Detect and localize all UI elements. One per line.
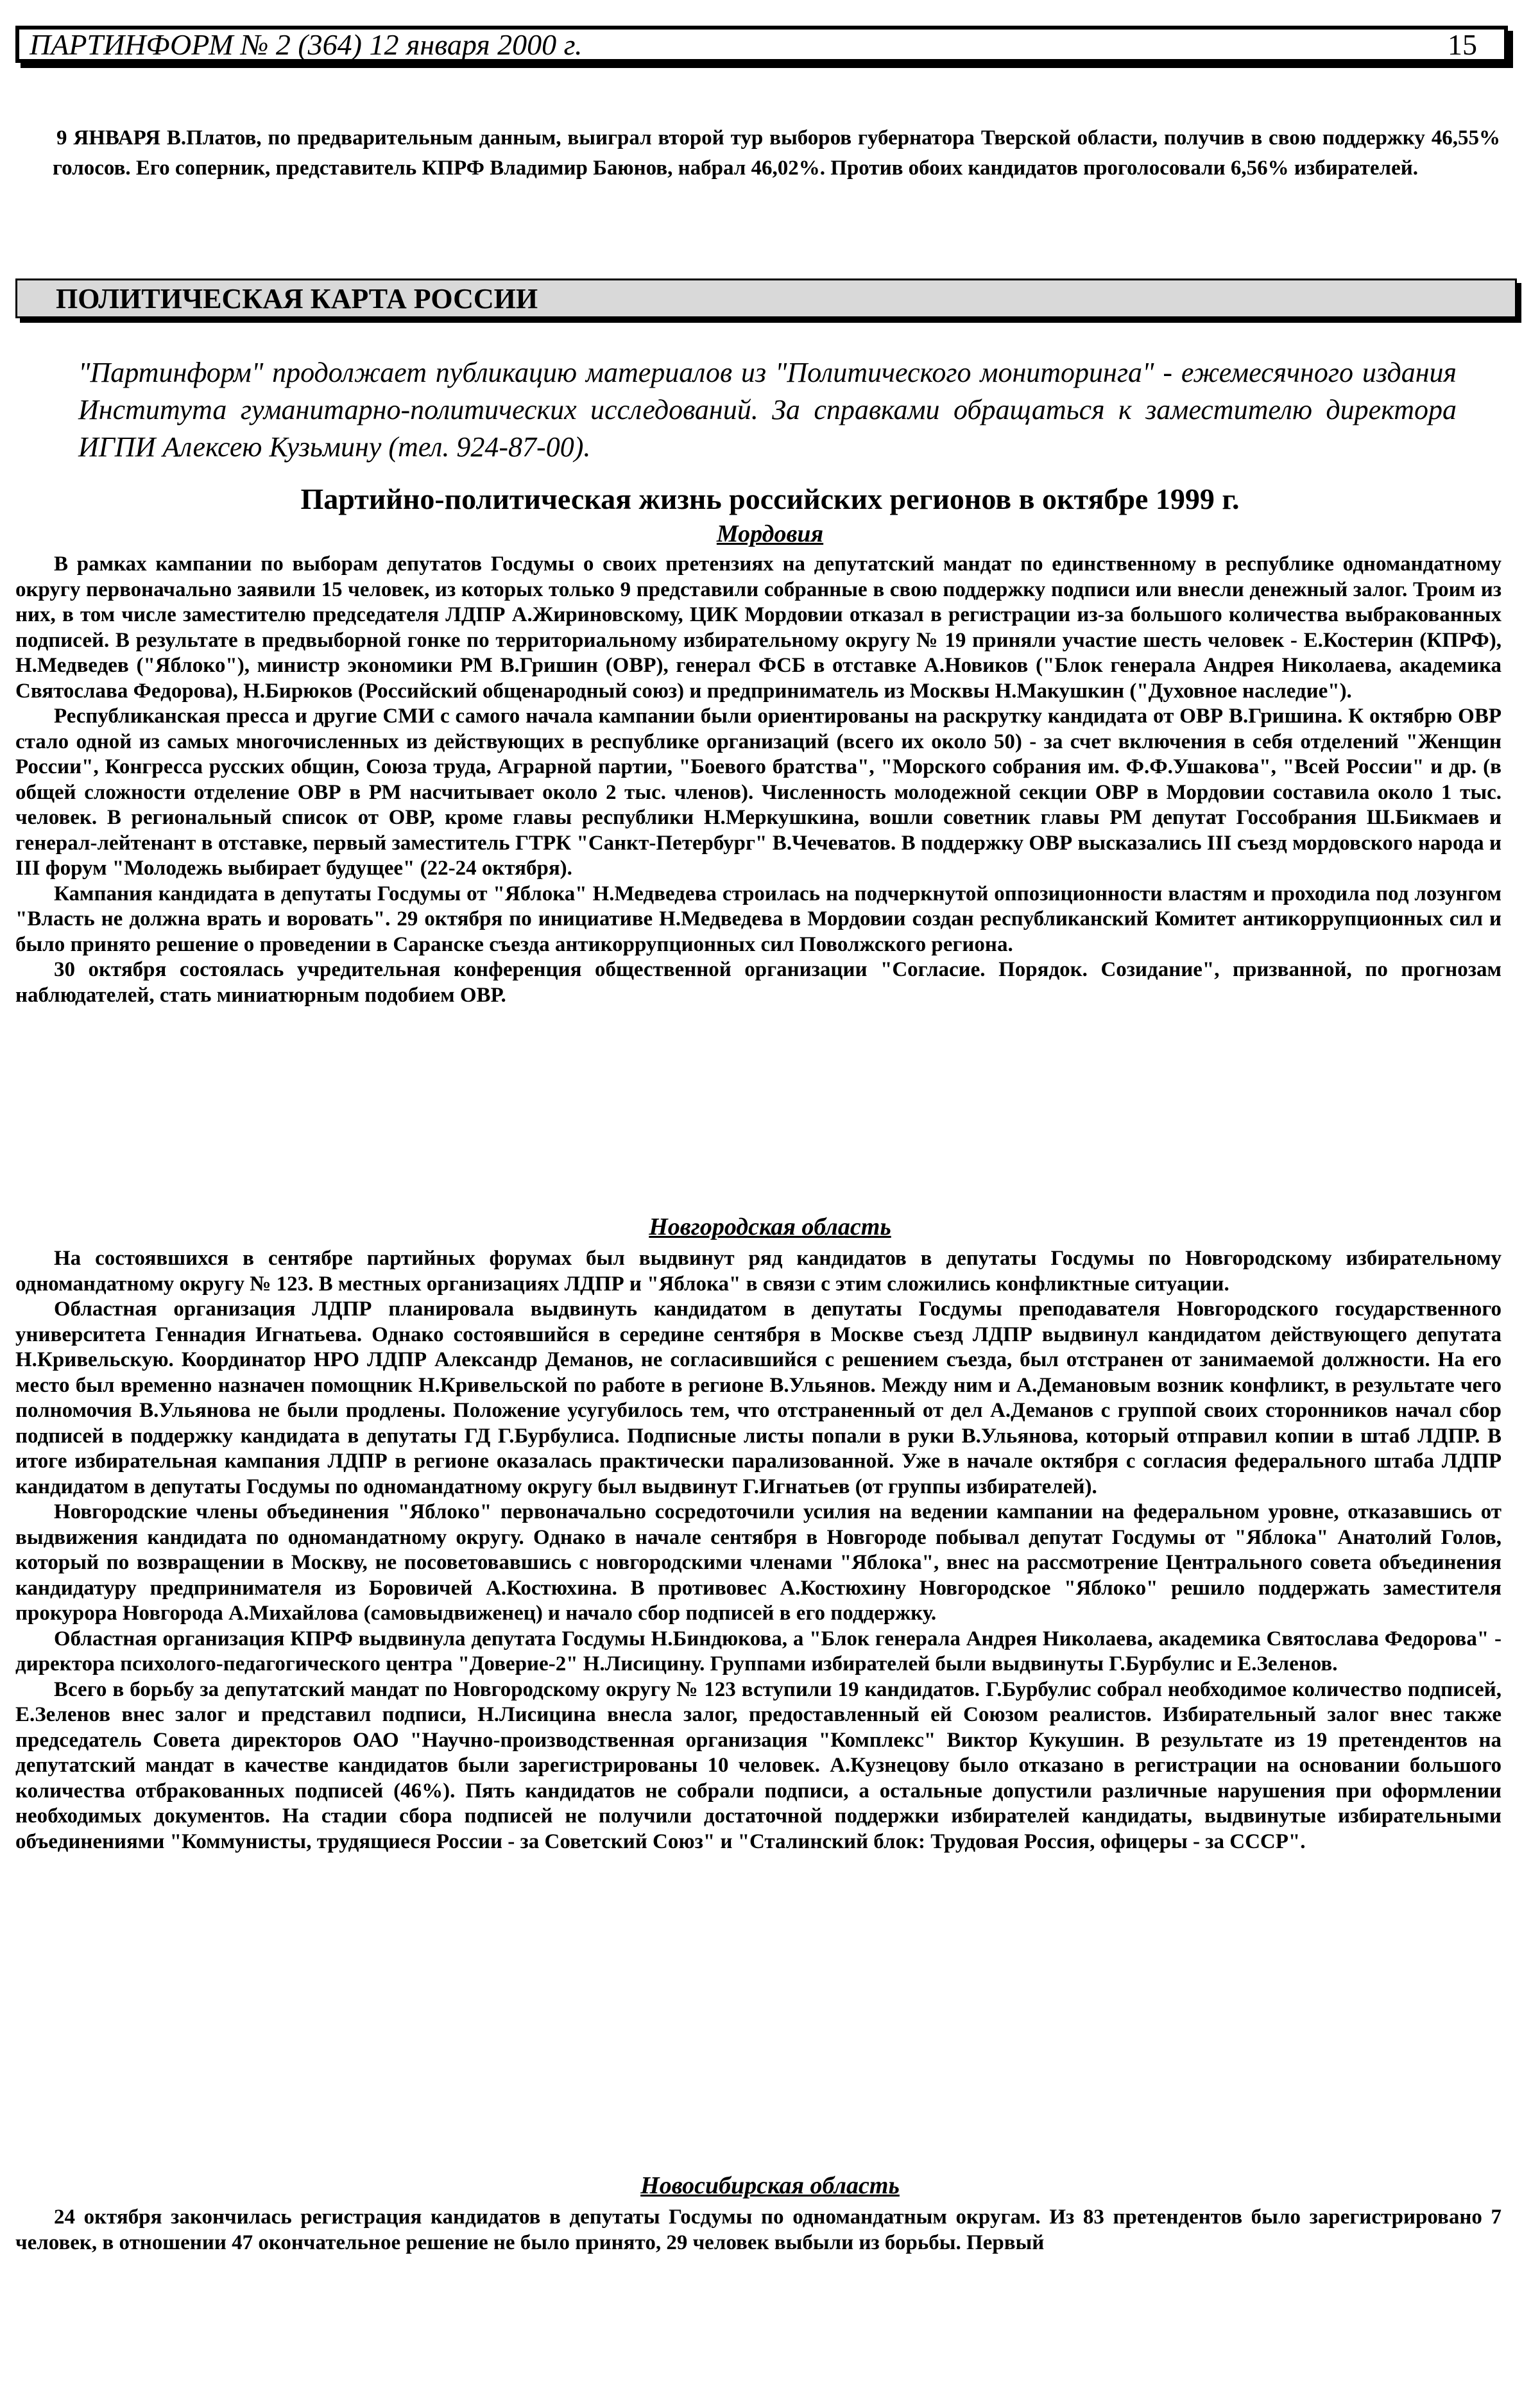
paragraph: На состоявшихся в сентябре партийных форумах был выдвинут ряд кандидатов в депутаты Госдумы по Новгородскому избирательному одномандатному округу № 123. В местных организациях ЛДПР и "Яблока" в связи с этим сложились конфликтные ситуации. [15, 1247, 1502, 1296]
region-heading-mordovia: Мордовия [716, 520, 824, 547]
page-header [15, 26, 1508, 63]
region-body-novgorod [15, 1246, 1502, 1855]
paragraph: 30 октября состоялась учредительная конференция общественной организации "Согласие. Порядок. Созидание", призванной, по прогнозам наблюдателей, стать миниатюрным подобием ОВР. [15, 958, 1502, 1007]
region-body-novosibirsk [15, 2205, 1502, 2256]
page-number: 15 [1448, 28, 1477, 61]
region-body-mordovia [15, 552, 1502, 1008]
paragraph: Областная организация КПРФ выдвинула депутата Госдумы Н.Биндюкова, а "Блок генерала Андрея Николаева, академика Святослава Федорова" - директора психолого-педагогического центра "Доверие-2" Н.Лисицину. Группами избирателей были выдвинуты Г.Бурбулис и Е.Зеленов. [15, 1627, 1502, 1675]
paragraph: Всего в борьбу за депутатский мандат по Новгородскому округу № 123 вступили 19 кандидатов. Г.Бурбулис собрал необходимое количество подписей, Е.Зеленов внес залог и представил подписи, Н.Лисицина внесла залог, предоставленный ей Союзом реалистов. Избирательный залог внес также председатель Совета директоров ОАО "Научно-производственная организация "Комплекс" Виктор Кукушин. В результате из 19 претендентов на депутатский мандат в качестве кандидатов были зарегистрированы 10 человек. А.Кузнецову было отказано в регистрации на основании большого количества отбракованных подписей (46%). Пять кандидатов не собрали подписи, а остальные допустили различные нарушения при оформлении необходимых документов. На стадии сбора подписей не получили достаточной поддержки избирателей кандидаты, выдвинутые избирательными объединениями "Коммунисты, трудящиеся России - за Советский Союз" и "Сталинский блок: Трудовая Россия, офицеры - за СССР". [15, 1677, 1502, 1853]
intro-text: "Партинформ" продолжает публикацию материалов из "Политического мониторинга" - ежемесячного издания Института гуманитарно-политических исследований. За справками обращаться к заместителю директора ИГПИ Алексею Кузьмину (тел. 924-87-00). [78, 357, 1457, 463]
article-title: Партийно-политическая жизнь российских регионов в октябре 1999 г. [300, 483, 1240, 515]
region-heading-novgorod: Новгородская область [649, 1213, 891, 1240]
section-title: ПОЛИТИЧЕСКАЯ КАРТА РОССИИ [56, 282, 538, 314]
paragraph: Новгородские члены объединения "Яблоко" первоначально сосредоточили усилия на ведении кампании на федеральном уровне, отказавшись от выдвижения кандидата по одномандатному округу. Однако в начале сентября в Новгороде побывал депутат Госдумы от "Яблока" Анатолий Голов, который по возвращении в Москву, не посоветовавшись с новгородскими членами "Яблока", внес на рассмотрение Центрального совета объединения кандидатуру предпринимателя из Боровичей А.Костюхина. В противовес А.Костюхину Новгородское "Яблоко" решило поддержать заместителя прокурора Новгорода А.Михайлова (самовыдвиженец) и начало сбор подписей в его поддержку. [15, 1500, 1502, 1625]
paragraph: В рамках кампании по выборам депутатов Госдумы о своих претензиях на депутатский мандат по единственному в республике одномандатному округу первоначально заявили 15 человек, из которых только 9 представили собранные в свою поддержку подписи или внесли денежный залог. Троим из них, в том числе заместителю председателя ЛДПР А.Жириновскому, ЦИК Мордовии отказал в регистрации из-за большого количества выбракованных подписей. В результате в предвыборной гонке по территориальному избирательному округу № 19 приняли участие шесть человек - Е.Костерин (КПРФ), Н.Медведев ("Яблоко"), министр экономики РМ В.Гришин (ОВР), генерал ФСБ в отставке А.Новиков ("Блок генерала Андрея Николаева, академика Святослава Федорова), Н.Бирюков (Российский общенародный союз) и предприниматель из Москвы Н.Макушкин ("Духовное наследие"). [15, 553, 1502, 703]
paragraph: Областная организация ЛДПР планировала выдвинуть кандидатом в депутаты Госдумы преподавателя Новгородского государственного университета Геннадия Игнатьева. Однако состоявшийся в середине сентября в Москве съезд ЛДПР выдвинул кандидатом действующего депутата Н.Кривельскую. Координатор НРО ЛДПР Александр Деманов, не согласившийся с решением съезда, был отстранен от занимаемой должности. На его место был временно назначен помощник Н.Кривельской по работе в регионе В.Ульянов. Между ним и А.Демановым возник конфликт, в результате чего полномочия В.Ульянова не были продлены. Положение усугубилось тем, что отстраненный от дел А.Деманов с группой своих сторонников начал сбор подписей в поддержку кандидата в депутаты ГД Г.Бурбулиса. Подписные листы попали в руки В.Ульянова, который отправил копии в штаб ЛДПР. В итоге избирательная кампания ЛДПР в регионе оказалась практически парализованной. Уже в начале октября с согласия федерального штаба ЛДПР кандидатом в депутаты Госдумы по одномандатному округу был выдвинут Г.Игнатьев (от группы избирателей). [15, 1298, 1502, 1498]
issue-title: ПАРТИНФОРМ № 2 (364) 12 января 2000 г. [30, 28, 583, 61]
news-item: 9 ЯНВАРЯ В.Платов, по предварительным данным, выиграл второй тур выборов губернатора Тверской области, получив в свою поддержку 46,55% голосов. Его соперник, представитель КПРФ Владимир Баюнов, набрал 46,02%. Против обоих кандидатов проголосовали 6,56% избирателей. [53, 126, 1500, 180]
paragraph: Республиканская пресса и другие СМИ с самого начала кампании были ориентированы на раскрутку кандидата от ОВР В.Гришина. К октябрю ОВР стало одной из самых многочисленных из действующих в республике организаций (всего их около 50) - за счет включения в себя отделений "Женщин России", Конгресса русских общин, Союза труда, Аграрной партии, "Боевого братства", "Морского собрания им. Ф.Ф.Ушакова", "Всей России" и др. (в общей сложности отделение ОВР в РМ насчитывает около 2 тыс. членов). Численность молодежной секции ОВР в Мордовии составила около 1 тыс. человек. В региональный список от ОВР, кроме главы республики Н.Меркушкина, вошли советник главы РМ депутат Госсобрания Ш.Бикмаев и генерал-лейтенант в отставке, первый заместитель ГТРК "Санкт-Петербург" В.Чечеватов. В поддержку ОВР высказались III съезд мордовского народа и III форум "Молодежь выбирает будущее" (22-24 октября). [15, 705, 1502, 880]
paragraph: Кампания кандидата в депутаты Госдумы от "Яблока" Н.Медведева строилась на подчеркнутой оппозиционности властям и проходила под лозунгом "Власть не должна врать и воровать". 29 октября по инициативе Н.Медведева в Мордовии создан республиканский Комитет антикоррупционных сил и было принято решение о проведении в Саранске съезда антикоррупционных сил Поволжского региона. [15, 882, 1502, 956]
region-heading-novosibirsk: Новосибирская область [640, 2172, 900, 2199]
paragraph: 24 октября закончилась регистрация кандидатов в депутаты Госдумы по одномандатным округам. Из 83 претендентов было зарегистрировано 7 человек, в отношении 47 окончательное решение не было принято, 29 человек выбыли из борьбы. Первый [15, 2206, 1502, 2254]
section-banner [15, 278, 1517, 318]
